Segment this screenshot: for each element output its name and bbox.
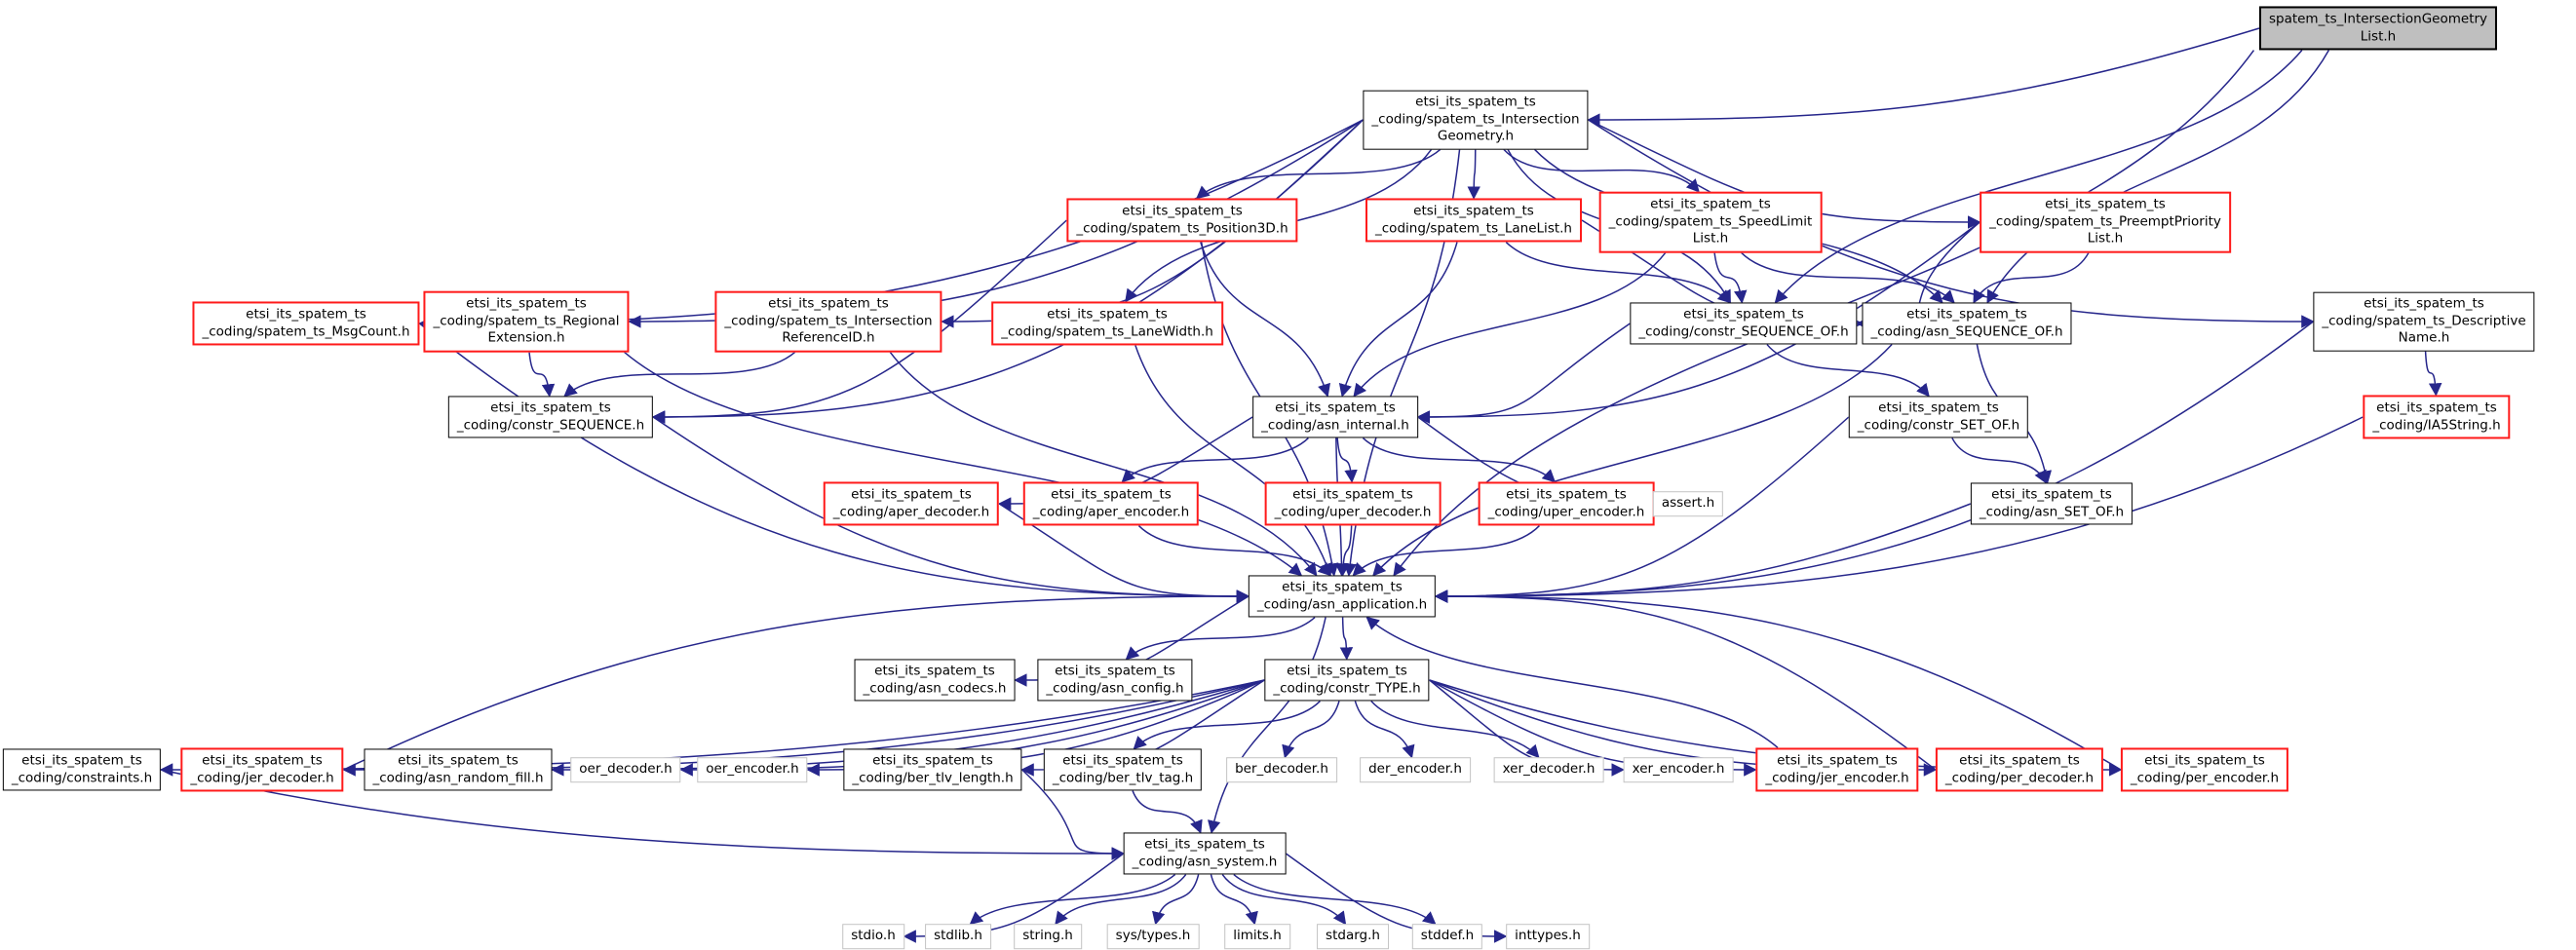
include-edge-n4-n14 [1354,252,1666,396]
node-label-line: stdarg.h [1326,928,1380,944]
node-label-line: spatem_ts_IntersectionGeometry [2268,11,2488,27]
node-label-line: etsi_its_spatem_ts [2045,196,2166,212]
node-label-line: stddef.h [1420,928,1475,944]
node-label-line: der_encoder.h [1368,761,1462,778]
graph-node-spatem_ts_SpeedLimitList.h[interactable] [1599,192,1823,253]
node-label-line: _coding/asn_internal.h [1261,417,1409,433]
node-label-line: etsi_its_spatem_ts [1650,196,1771,212]
graph-node-stdlib.h[interactable] [925,924,991,949]
node-label-line: etsi_its_spatem_ts [466,295,587,312]
include-edge-n8-n23 [890,352,1316,575]
node-label-line: etsi_its_spatem_ts [1055,663,1175,679]
node-label-line: List.h [2087,230,2124,247]
node-label-line: etsi_its_spatem_ts [872,752,993,769]
node-label-line: etsi_its_spatem_ts [1144,836,1265,853]
include-edge-n41-n45 [1156,875,1199,925]
node-label-line: Extension.h [487,329,565,346]
graph-node-types.h[interactable] [1107,924,1200,949]
node-label-line: etsi_its_spatem_ts [768,295,889,312]
node-label-line: etsi_its_spatem_ts [851,486,972,503]
node-label-line: _coding/spatem_ts_MsgCount.h [202,323,410,339]
node-label-line: _coding/constraints.h [11,770,153,785]
node-label-line: _coding/IA5String.h [2372,417,2501,433]
graph-node-asn_random_fill.h[interactable] [365,748,553,790]
node-label-line: etsi_its_spatem_ts [1777,752,1898,769]
node-label-line: _coding/asn_system.h [1132,854,1278,869]
graph-node-spatem_ts_IntersectionGeometryList.h[interactable] [2259,6,2497,50]
node-label-line: xer_decoder.h [1502,761,1596,778]
include-edge-n39-n23 [1436,596,1936,770]
graph-node-asn_application.h[interactable] [1249,575,1436,617]
include-edge-n6-n23 [420,323,1249,596]
graph-node-assert.h[interactable] [1653,491,1723,516]
node-label-line: xer_encoder.h [1632,761,1725,778]
graph-node-jer_encoder.h[interactable] [1755,747,1918,791]
node-label-line: stdio.h [851,928,896,944]
node-label-line: List.h [1692,230,1729,247]
graph-node-spatem_ts_Position3D.h[interactable] [1066,198,1297,242]
include-edge-n26-n34 [1285,702,1339,758]
include-edge-n8-n13 [564,352,795,396]
node-label-line: _coding/uper_decoder.h [1274,504,1432,519]
graph-node-asn_codecs.h[interactable] [855,659,1016,701]
graph-node-constr_SET_OF.h[interactable] [1849,396,2028,437]
graph-node-aper_decoder.h[interactable] [824,481,999,525]
node-label-line: _coding/aper_decoder.h [832,504,990,519]
node-label-line: etsi_its_spatem_ts [1959,752,2080,769]
graph-node-spatem_ts_PreemptPriorityList.h[interactable] [1980,192,2231,253]
graph-node-IA5String.h[interactable] [2363,395,2510,438]
graph-node-der_encoder.h[interactable] [1360,757,1471,782]
include-edge-n1-n13 [653,120,1363,417]
graph-node-spatem_ts_MsgCount.h[interactable] [192,301,419,345]
node-label-line: ReferenceID.h [782,329,875,346]
include-edge-n18-n23 [1138,526,1330,576]
graph-node-asn_internal.h[interactable] [1252,396,1418,437]
node-label-line: etsi_its_spatem_ts [1275,399,1396,416]
include-edge-n23-n25 [1127,618,1315,660]
node-label-line: etsi_its_spatem_ts [490,399,611,416]
node-label-line: oer_decoder.h [579,761,673,778]
include-edge-n33-n41 [1133,791,1201,833]
include-edge-n1-n2 [1197,149,1441,198]
include-edge-n41-n48 [1234,875,1436,925]
node-label-line: _coding/asn_SEQUENCE_OF.h [1870,323,2063,339]
include-edge-n23-n26 [1343,618,1347,660]
node-label-line: etsi_its_spatem_ts [1506,486,1627,503]
node-label-line: etsi_its_spatem_ts [874,663,995,679]
node-label-line: _coding/per_decoder.h [1944,770,2095,785]
include-edge-n15-n22 [1952,438,2046,483]
node-label-line: inttypes.h [1515,928,1581,944]
include-edge-n41-n43 [971,875,1175,925]
include-edge-n1-n4 [1504,149,1699,191]
node-label-line: _coding/uper_encoder.h [1487,504,1645,519]
node-label-line: _coding/spatem_ts_Regional [433,313,620,329]
node-label-line: Geometry.h [1437,128,1515,144]
node-label-line: _coding/spatem_ts_Intersection [724,313,933,329]
node-label-line: etsi_its_spatem_ts [1282,579,1403,595]
node-label-line: sys/types.h [1115,928,1191,944]
node-label-line: _coding/asn_SET_OF.h [1979,504,2125,519]
node-label-line: _coding/asn_random_fill.h [372,770,544,785]
node-label-line: etsi_its_spatem_ts [246,306,366,323]
include-edge-n10-n14 [1418,323,1631,417]
graph-node-xer_encoder.h[interactable] [1624,757,1734,782]
node-label-line: _coding/per_encoder.h [2130,770,2280,785]
node-label-line: _coding/spatem_ts_LaneList.h [1375,220,1572,236]
node-label-line: _coding/spatem_ts_Position3D.h [1076,220,1288,236]
include-edge-n12-n16 [2426,351,2437,395]
node-label-line: stdlib.h [934,928,982,944]
node-label-line: _coding/jer_encoder.h [1765,770,1909,785]
node-label-line: oer_encoder.h [706,761,799,778]
graph-node-spatem_ts_LaneList.h[interactable] [1365,198,1582,242]
graph-node-asn_SET_OF.h[interactable] [1971,482,2133,524]
graph-node-spatem_ts_IntersectionGeometry.h[interactable] [1363,91,1588,150]
node-label-line: assert.h [1661,495,1715,512]
include-edge-n26-n36 [1371,702,1539,758]
node-label-line: _coding/spatem_ts_Intersection [1371,111,1580,128]
graph-node-oer_decoder.h[interactable] [570,757,680,782]
graph-node-constr_TYPE.h[interactable] [1264,659,1429,701]
node-label-line: _coding/spatem_ts_SpeedLimit [1608,213,1813,230]
graph-node-stdarg.h[interactable] [1317,924,1389,949]
graph-node-ber_tlv_tag.h[interactable] [1044,748,1202,790]
graph-node-asn_system.h[interactable] [1124,832,1287,874]
graph-node-constraints.h[interactable] [3,748,161,790]
include-edge-n26-n35 [1355,702,1411,758]
node-label-line: _coding/asn_codecs.h [863,680,1007,696]
graph-node-ber_tlv_length.h[interactable] [843,748,1021,790]
node-label-line: Name.h [2398,329,2450,346]
graph-node-oer_encoder.h[interactable] [697,757,807,782]
node-label-line: etsi_its_spatem_ts [2364,295,2484,312]
node-label-line: etsi_its_spatem_ts [2144,752,2265,769]
graph-node-uper_decoder.h[interactable] [1265,481,1442,525]
node-label-line: _coding/spatem_ts_PreemptPriority [1989,213,2221,230]
include-edge-n0-n1 [1589,28,2259,120]
graph-node-spatem_ts_DescriptiveName.h[interactable] [2313,292,2534,352]
graph-node-aper_encoder.h[interactable] [1023,481,1199,525]
include-edge-n14-n19 [1337,438,1352,482]
node-label-line: _coding/constr_SEQUENCE.h [456,417,645,433]
node-label-line: _coding/constr_SEQUENCE_OF.h [1638,323,1849,339]
node-label-line: _coding/spatem_ts_Descriptive [2322,313,2526,329]
node-label-line: etsi_its_spatem_ts [1292,486,1413,503]
graph-node-per_decoder.h[interactable] [1936,747,2103,791]
graph-node-constr_SEQUENCE_OF.h[interactable] [1630,302,1857,344]
graph-node-string.h[interactable] [1014,924,1082,949]
node-label-line: string.h [1022,928,1073,944]
graph-node-xer_decoder.h[interactable] [1494,757,1604,782]
graph-node-spatem_ts_RegionalExtension.h[interactable] [423,291,629,353]
graph-node-asn_SEQUENCE_OF.h[interactable] [1862,302,2071,344]
graph-node-stdio.h[interactable] [842,924,904,949]
include-edge-n1-n3 [1474,149,1476,198]
include-edge-n41-n46 [1211,875,1254,925]
node-label-line: etsi_its_spatem_ts [1991,486,2112,503]
graph-node-stddef.h[interactable] [1412,924,1482,949]
node-label-line: etsi_its_spatem_ts [1062,752,1183,769]
graph-node-spatem_ts_IntersectionReferenceID.h[interactable] [714,291,942,353]
graph-node-limits.h[interactable] [1224,924,1290,949]
node-label-line: etsi_its_spatem_ts [21,752,142,769]
graph-node-per_encoder.h[interactable] [2121,747,2288,791]
include-edge-n7-n13 [529,352,550,396]
node-label-line: _coding/ber_tlv_length.h [852,770,1014,785]
node-label-line: _coding/ber_tlv_tag.h [1052,770,1194,785]
include-edge-n40-n23 [1436,596,2121,770]
node-label-line: etsi_its_spatem_ts [1047,306,1168,323]
node-label-line: etsi_its_spatem_ts [398,752,519,769]
node-label-line: etsi_its_spatem_ts [1051,486,1172,503]
node-label-line: etsi_its_spatem_ts [202,752,323,769]
include-edge-n14-n20 [1363,438,1555,482]
node-label-line: ber_decoder.h [1235,761,1328,778]
node-label-line: limits.h [1233,928,1282,944]
node-label-line: etsi_its_spatem_ts [2376,399,2497,416]
node-label-line: _coding/asn_application.h [1256,596,1428,612]
node-label-line: List.h [2360,28,2397,44]
graph-node-asn_config.h[interactable] [1037,659,1192,701]
node-label-line: etsi_its_spatem_ts [1906,306,2027,323]
node-label-line: _coding/aper_encoder.h [1032,504,1190,519]
include-edge-n26-n38 [1430,680,1756,770]
graph-node-uper_encoder.h[interactable] [1479,481,1655,525]
include-edge-n10-n15 [1767,345,1929,397]
graph-node-spatem_ts_LaneWidth.h[interactable] [991,301,1223,345]
node-label-line: _coding/constr_TYPE.h [1273,680,1421,696]
node-label-line: _coding/asn_config.h [1046,680,1184,696]
node-label-line: etsi_its_spatem_ts [1683,306,1804,323]
node-label-line: etsi_its_spatem_ts [1415,94,1536,110]
node-label-line: _coding/jer_decoder.h [190,770,334,785]
node-label-line: etsi_its_spatem_ts [1878,399,1999,416]
include-edge-n4-n10 [1714,252,1742,302]
graph-node-ber_decoder.h[interactable] [1226,757,1337,782]
graph-node-constr_SEQUENCE.h[interactable] [448,396,653,437]
node-label-line: _coding/constr_SET_OF.h [1857,417,2020,433]
graph-node-inttypes.h[interactable] [1506,924,1590,949]
node-label-line: etsi_its_spatem_ts [1413,203,1534,219]
node-label-line: _coding/spatem_ts_LaneWidth.h [1001,323,1213,339]
node-label-line: etsi_its_spatem_ts [1287,663,1407,679]
include-edge-n14-n18 [1123,438,1309,482]
graph-node-jer_decoder.h[interactable] [180,747,343,791]
include-edge-n12-n23 [1436,322,2313,596]
node-label-line: etsi_its_spatem_ts [1122,203,1243,219]
